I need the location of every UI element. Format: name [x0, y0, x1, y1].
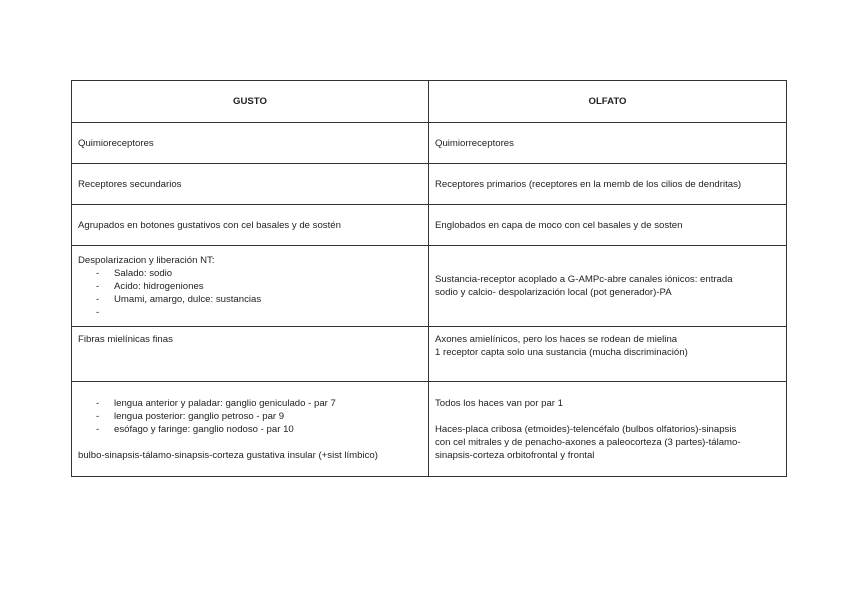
- cell-olfato-line: Haces-placa cribosa (etmoides)-telencéfalo (bulbos olfatorios)-sinapsis: [435, 423, 737, 435]
- cell-olfato-first: Todos los haces van por par 1: [435, 397, 563, 409]
- list-item: - lengua posterior: ganglio petroso - par 9: [114, 410, 422, 423]
- table-row: [72, 123, 787, 164]
- table-row: [72, 246, 787, 327]
- cell-olfato: Quimiorreceptores: [429, 123, 787, 164]
- cell-olfato-line: con cel mitrales y de penacho-axones a paleocorteza (3 partes)-tálamo-: [435, 436, 741, 448]
- gusto-list: [78, 267, 422, 319]
- table-header-row: [72, 81, 787, 123]
- list-item: - Acido: hidrogeniones: [114, 280, 422, 293]
- spacer: [435, 410, 780, 423]
- cell-olfato-line: Axones amielínicos, pero los haces se rodean de mielina: [435, 334, 678, 345]
- header-olfato: OLFATO: [429, 81, 787, 123]
- table-row: [72, 205, 787, 246]
- cell-olfato: Englobados en capa de moco con cel basales y de sosten: [429, 205, 787, 246]
- list-item: - lengua anterior y paladar: ganglio geniculado - par 7: [114, 397, 422, 410]
- cell-olfato-line: 1 receptor capta solo una sustancia (mucha discriminación): [435, 347, 688, 358]
- list-item: [114, 306, 422, 319]
- list-item: - Umami, amargo, dulce: sustancias: [114, 293, 422, 306]
- cell-olfato: Receptores primarios (receptores en la memb de los cilios de dendritas): [429, 164, 787, 205]
- cell-olfato: [429, 382, 787, 477]
- table-row: [72, 382, 787, 477]
- cell-olfato: [429, 327, 787, 382]
- comparison-table: [71, 80, 787, 477]
- cell-olfato-line: sodio y calcio- despolarización local (pot generador)-PA: [435, 287, 672, 298]
- cell-gusto: Quimioreceptores: [72, 123, 429, 164]
- cell-gusto: Fibras mielínicas finas: [72, 327, 429, 382]
- cell-gusto-footer: bulbo-sinapsis-tálamo-sinapsis-corteza gustativa insular (+sist límbico): [78, 449, 378, 461]
- spacer: [78, 436, 422, 449]
- cell-gusto: [72, 246, 429, 327]
- cell-olfato-line: Sustancia-receptor acoplado a G-AMPc-abre canales iónicos: entrada: [435, 274, 733, 285]
- table-row: [72, 327, 787, 382]
- header-gusto: GUSTO: [72, 81, 429, 123]
- list-item: - Salado: sodio: [114, 267, 422, 280]
- cell-olfato-line: sinapsis-corteza orbitofrontal y frontal: [435, 449, 595, 461]
- cell-gusto: Receptores secundarios: [72, 164, 429, 205]
- cell-olfato: [429, 246, 787, 327]
- table-row: [72, 164, 787, 205]
- cell-gusto: Agrupados en botones gustativos con cel basales y de sostén: [72, 205, 429, 246]
- gusto-pathways-list: [78, 397, 422, 436]
- list-item: - esófago y faringe: ganglio nodoso - par 10: [114, 423, 422, 436]
- cell-gusto-title: Despolarizacion y liberación NT:: [78, 254, 215, 266]
- cell-gusto: [72, 382, 429, 477]
